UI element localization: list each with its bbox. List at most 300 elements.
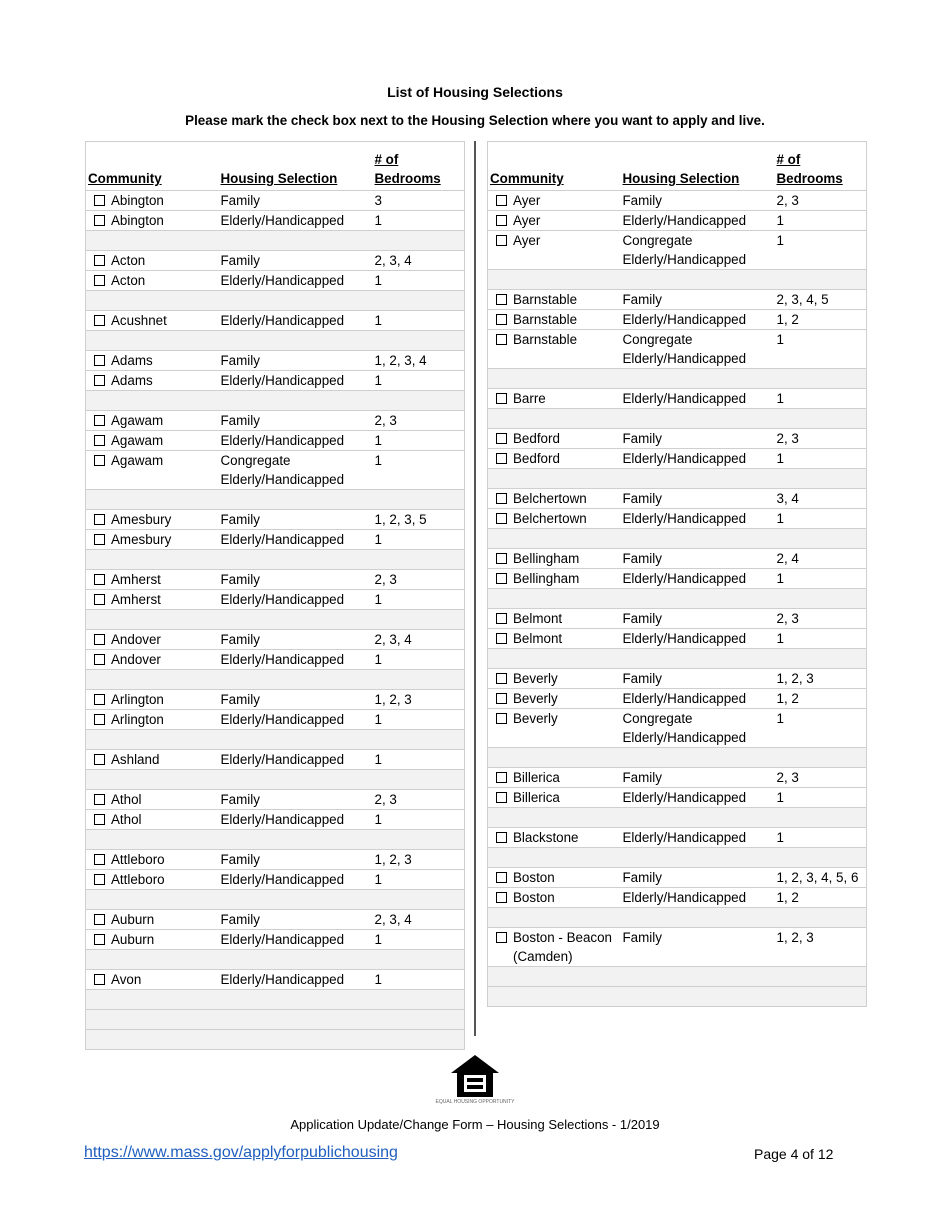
bedrooms-cell: 2, 3 bbox=[775, 429, 867, 449]
housing-selection-cell: Elderly/Handicapped bbox=[219, 431, 373, 451]
spacer-row bbox=[488, 649, 867, 669]
spacer-row bbox=[86, 730, 465, 750]
bedrooms-cell: 2, 3 bbox=[373, 411, 465, 431]
housing-selection-cell: Family bbox=[219, 510, 373, 530]
bedrooms-cell: 2, 3 bbox=[775, 609, 867, 629]
community-name: Blackstone bbox=[513, 830, 579, 845]
community-cell bbox=[86, 690, 219, 710]
spacer-cell bbox=[86, 231, 219, 251]
spacer-cell bbox=[488, 270, 621, 290]
selection-checkbox[interactable] bbox=[496, 393, 507, 404]
community-cell bbox=[488, 191, 621, 211]
community-cell bbox=[488, 509, 621, 529]
housing-selection-cell: Family bbox=[219, 690, 373, 710]
community-name: Bellingham bbox=[513, 571, 580, 586]
table-row bbox=[86, 570, 465, 590]
housing-selection-cell: Elderly/Handicapped bbox=[621, 509, 775, 529]
community-name: Adams bbox=[111, 353, 153, 368]
table-row bbox=[488, 290, 867, 310]
spacer-cell bbox=[219, 670, 373, 690]
spacer-row bbox=[86, 490, 465, 510]
spacer-cell bbox=[219, 1010, 373, 1030]
community-cell bbox=[488, 211, 621, 231]
table-row bbox=[86, 810, 465, 830]
spacer-row bbox=[86, 830, 465, 850]
spacer-cell bbox=[621, 469, 775, 489]
table-row bbox=[86, 530, 465, 550]
svg-text:EQUAL HOUSING OPPORTUNITY: EQUAL HOUSING OPPORTUNITY bbox=[435, 1099, 515, 1105]
selection-checkbox[interactable] bbox=[94, 574, 105, 585]
spacer-row bbox=[86, 1010, 465, 1030]
table-row bbox=[86, 510, 465, 530]
housing-selection-cell: Elderly/Handicapped bbox=[219, 710, 373, 730]
housing-selection-cell: Family bbox=[219, 191, 373, 211]
spacer-row bbox=[86, 610, 465, 630]
selection-checkbox[interactable] bbox=[94, 534, 105, 545]
community-cell bbox=[488, 828, 621, 848]
selection-checkbox[interactable] bbox=[496, 633, 507, 644]
bedrooms-cell: 1 bbox=[775, 449, 867, 469]
table-row bbox=[488, 389, 867, 409]
community-cell bbox=[488, 429, 621, 449]
bedrooms-cell: 1, 2, 3 bbox=[775, 669, 867, 689]
housing-selection-cell: Elderly/Handicapped bbox=[621, 689, 775, 709]
spacer-cell bbox=[219, 291, 373, 311]
community-name: Amesbury bbox=[111, 512, 172, 527]
spacer-row bbox=[488, 808, 867, 828]
community-name: Bedford bbox=[513, 451, 560, 466]
selection-checkbox[interactable] bbox=[94, 794, 105, 805]
community-cell bbox=[488, 231, 621, 270]
selection-checkbox[interactable] bbox=[94, 814, 105, 825]
housing-selection-cell: Elderly/Handicapped bbox=[219, 311, 373, 331]
community-cell bbox=[488, 868, 621, 888]
community-cell bbox=[86, 271, 219, 291]
community-cell bbox=[86, 810, 219, 830]
community-cell bbox=[488, 290, 621, 310]
table-row bbox=[488, 609, 867, 629]
community-cell bbox=[86, 790, 219, 810]
housing-selection-cell: Family bbox=[621, 191, 775, 211]
community-name: Avon bbox=[111, 972, 142, 987]
selection-checkbox[interactable] bbox=[496, 513, 507, 524]
table-row bbox=[488, 191, 867, 211]
community-name: Belchertown bbox=[513, 491, 587, 506]
spacer-cell bbox=[775, 469, 867, 489]
spacer-cell bbox=[488, 987, 621, 1007]
bedrooms-cell: 1 bbox=[775, 788, 867, 808]
table-row bbox=[86, 371, 465, 391]
spacer-cell bbox=[775, 908, 867, 928]
column-header-community: Community bbox=[86, 142, 219, 191]
community-cell bbox=[86, 970, 219, 990]
selection-checkbox[interactable] bbox=[496, 453, 507, 464]
bedrooms-cell: 1 bbox=[775, 389, 867, 409]
selection-checkbox[interactable] bbox=[94, 974, 105, 985]
spacer-cell bbox=[219, 890, 373, 910]
spacer-cell bbox=[488, 748, 621, 768]
table-row bbox=[488, 549, 867, 569]
spacer-cell bbox=[621, 987, 775, 1007]
table-row bbox=[488, 629, 867, 649]
bedrooms-cell: 1 bbox=[775, 231, 867, 270]
spacer-cell bbox=[373, 610, 465, 630]
table-row bbox=[488, 669, 867, 689]
bedrooms-cell: 1 bbox=[373, 590, 465, 610]
selection-checkbox[interactable] bbox=[94, 634, 105, 645]
housing-selection-cell: Family bbox=[219, 570, 373, 590]
selection-checkbox[interactable] bbox=[94, 315, 105, 326]
community-cell bbox=[86, 211, 219, 231]
spacer-cell bbox=[86, 890, 219, 910]
community-name: Amherst bbox=[111, 572, 161, 587]
spacer-cell bbox=[373, 231, 465, 251]
selection-checkbox[interactable] bbox=[496, 334, 507, 345]
spacer-row bbox=[488, 409, 867, 429]
housing-selection-cell: Elderly/Handicapped bbox=[621, 211, 775, 231]
selection-checkbox[interactable] bbox=[94, 654, 105, 665]
housing-selection-cell: Family bbox=[621, 928, 775, 967]
spacer-row bbox=[86, 550, 465, 570]
selection-checkbox[interactable] bbox=[94, 754, 105, 765]
spacer-row bbox=[86, 770, 465, 790]
bedrooms-cell: 1, 2 bbox=[775, 310, 867, 330]
spacer-cell bbox=[219, 391, 373, 411]
page-title: List of Housing Selections bbox=[387, 84, 563, 100]
community-cell bbox=[86, 570, 219, 590]
housing-selection-cell: Family bbox=[621, 290, 775, 310]
spacer-row bbox=[86, 291, 465, 311]
table-row bbox=[86, 431, 465, 451]
bedrooms-cell: 1, 2, 3, 4 bbox=[373, 351, 465, 371]
selection-checkbox[interactable] bbox=[94, 874, 105, 885]
community-name: Barre bbox=[513, 391, 546, 406]
bedrooms-cell: 1 bbox=[775, 509, 867, 529]
spacer-cell bbox=[219, 830, 373, 850]
bedrooms-cell: 1 bbox=[373, 211, 465, 231]
community-name: Ayer bbox=[513, 193, 541, 208]
selection-checkbox[interactable] bbox=[496, 892, 507, 903]
community-cell bbox=[86, 251, 219, 271]
spacer-cell bbox=[219, 490, 373, 510]
spacer-cell bbox=[621, 908, 775, 928]
bedrooms-cell: 1 bbox=[373, 451, 465, 490]
community-cell bbox=[488, 489, 621, 509]
selection-checkbox[interactable] bbox=[94, 514, 105, 525]
spacer-row bbox=[86, 890, 465, 910]
spacer-cell bbox=[373, 890, 465, 910]
spacer-row bbox=[86, 990, 465, 1010]
community-name: Ayer bbox=[513, 233, 541, 248]
community-cell bbox=[488, 788, 621, 808]
housing-selection-cell: Family bbox=[219, 790, 373, 810]
community-name: Athol bbox=[111, 812, 142, 827]
spacer-cell bbox=[219, 331, 373, 351]
selection-checkbox[interactable] bbox=[94, 694, 105, 705]
community-name: Bellingham bbox=[513, 551, 580, 566]
community-name: Amherst bbox=[111, 592, 161, 607]
bedrooms-cell: 1 bbox=[775, 569, 867, 589]
selection-checkbox[interactable] bbox=[496, 195, 507, 206]
bedrooms-cell: 3, 4 bbox=[775, 489, 867, 509]
spacer-cell bbox=[488, 529, 621, 549]
bedrooms-cell: 1 bbox=[373, 870, 465, 890]
selection-checkbox[interactable] bbox=[496, 693, 507, 704]
column-header-bedrooms: # of Bedrooms bbox=[373, 142, 465, 191]
column-divider bbox=[474, 141, 476, 1036]
housing-selection-cell: Elderly/Handicapped bbox=[219, 650, 373, 670]
table-row bbox=[488, 310, 867, 330]
selection-checkbox[interactable] bbox=[496, 872, 507, 883]
bedrooms-cell: 1 bbox=[373, 530, 465, 550]
selection-checkbox[interactable] bbox=[496, 613, 507, 624]
housing-selection-cell: Family bbox=[621, 429, 775, 449]
spacer-cell bbox=[219, 730, 373, 750]
community-cell bbox=[86, 371, 219, 391]
table-row bbox=[86, 710, 465, 730]
housing-selection-cell: Elderly/Handicapped bbox=[219, 750, 373, 770]
table-row bbox=[488, 569, 867, 589]
bedrooms-cell: 2, 3, 4, 5 bbox=[775, 290, 867, 310]
community-name: Agawam bbox=[111, 453, 164, 468]
spacer-cell bbox=[373, 550, 465, 570]
column-header-housing-selection: Housing Selection bbox=[621, 142, 775, 191]
housing-selection-cell: Congregate Elderly/Handicapped bbox=[219, 451, 373, 490]
community-cell bbox=[488, 928, 621, 967]
community-cell bbox=[86, 411, 219, 431]
table-row bbox=[86, 930, 465, 950]
community-cell bbox=[488, 689, 621, 709]
community-name: Auburn bbox=[111, 932, 155, 947]
community-cell bbox=[488, 310, 621, 330]
community-cell bbox=[488, 389, 621, 409]
table-row bbox=[86, 211, 465, 231]
table-row bbox=[488, 689, 867, 709]
spacer-cell bbox=[86, 490, 219, 510]
community-name: Beverly bbox=[513, 671, 558, 686]
selection-checkbox[interactable] bbox=[94, 255, 105, 266]
spacer-cell bbox=[86, 1030, 219, 1050]
selection-checkbox[interactable] bbox=[496, 832, 507, 843]
selection-checkbox[interactable] bbox=[496, 713, 507, 724]
community-cell bbox=[86, 191, 219, 211]
spacer-cell bbox=[373, 730, 465, 750]
selection-checkbox[interactable] bbox=[496, 294, 507, 305]
spacer-row bbox=[86, 1030, 465, 1050]
community-cell bbox=[86, 750, 219, 770]
spacer-row bbox=[488, 369, 867, 389]
housing-selection-cell: Elderly/Handicapped bbox=[621, 828, 775, 848]
spacer-cell bbox=[775, 529, 867, 549]
selection-checkbox[interactable] bbox=[94, 435, 105, 446]
table-row bbox=[488, 788, 867, 808]
spacer-cell bbox=[775, 748, 867, 768]
community-name: Billerica bbox=[513, 770, 560, 785]
spacer-row bbox=[488, 589, 867, 609]
table-row bbox=[86, 590, 465, 610]
selection-checkbox[interactable] bbox=[94, 854, 105, 865]
community-name: Ayer bbox=[513, 213, 541, 228]
community-name: Arlington bbox=[111, 692, 164, 707]
selection-checkbox[interactable] bbox=[94, 594, 105, 605]
bedrooms-cell: 1 bbox=[373, 710, 465, 730]
community-name: Amesbury bbox=[111, 532, 172, 547]
spacer-cell bbox=[86, 391, 219, 411]
footer-link[interactable]: https://www.mass.gov/applyforpublichousing bbox=[84, 1144, 398, 1161]
spacer-cell bbox=[373, 291, 465, 311]
bedrooms-cell: 1 bbox=[373, 930, 465, 950]
spacer-row bbox=[86, 670, 465, 690]
table-row bbox=[488, 888, 867, 908]
selection-checkbox[interactable] bbox=[496, 673, 507, 684]
table-row bbox=[86, 910, 465, 930]
selection-checkbox[interactable] bbox=[94, 215, 105, 226]
selection-checkbox[interactable] bbox=[496, 314, 507, 325]
community-cell bbox=[488, 449, 621, 469]
selection-checkbox[interactable] bbox=[496, 573, 507, 584]
bedrooms-cell: 1 bbox=[775, 828, 867, 848]
spacer-cell bbox=[775, 808, 867, 828]
table-row bbox=[86, 311, 465, 331]
bedrooms-cell: 2, 3, 4 bbox=[373, 630, 465, 650]
spacer-cell bbox=[775, 848, 867, 868]
selection-checkbox[interactable] bbox=[94, 275, 105, 286]
spacer-cell bbox=[775, 987, 867, 1007]
community-name: Barnstable bbox=[513, 332, 578, 347]
spacer-row bbox=[488, 270, 867, 290]
selection-checkbox[interactable] bbox=[94, 455, 105, 466]
bedrooms-cell: 1 bbox=[373, 311, 465, 331]
selection-checkbox[interactable] bbox=[94, 914, 105, 925]
bedrooms-cell: 1 bbox=[775, 629, 867, 649]
bedrooms-cell: 1 bbox=[775, 330, 867, 369]
housing-selection-cell: Elderly/Handicapped bbox=[621, 888, 775, 908]
bedrooms-cell: 1 bbox=[373, 970, 465, 990]
housing-selection-cell: Family bbox=[219, 351, 373, 371]
housing-selection-cell: Family bbox=[621, 669, 775, 689]
selection-checkbox[interactable] bbox=[496, 553, 507, 564]
table-row bbox=[86, 790, 465, 810]
spacer-cell bbox=[373, 990, 465, 1010]
spacer-cell bbox=[373, 490, 465, 510]
housing-table-left bbox=[85, 141, 465, 1050]
bedrooms-cell: 2, 4 bbox=[775, 549, 867, 569]
spacer-cell bbox=[488, 649, 621, 669]
spacer-cell bbox=[219, 610, 373, 630]
column-header-bedrooms: # of Bedrooms bbox=[775, 142, 867, 191]
community-cell bbox=[86, 351, 219, 371]
spacer-cell bbox=[86, 291, 219, 311]
housing-selection-cell: Elderly/Handicapped bbox=[219, 590, 373, 610]
spacer-cell bbox=[775, 967, 867, 987]
community-cell bbox=[86, 630, 219, 650]
community-cell bbox=[86, 311, 219, 331]
community-cell bbox=[86, 650, 219, 670]
bedrooms-cell: 2, 3 bbox=[373, 570, 465, 590]
housing-selection-cell: Elderly/Handicapped bbox=[219, 211, 373, 231]
column-header-housing-selection: Housing Selection bbox=[219, 142, 373, 191]
column-header-community: Community bbox=[488, 142, 621, 191]
table-row bbox=[488, 449, 867, 469]
spacer-cell bbox=[775, 270, 867, 290]
spacer-cell bbox=[488, 967, 621, 987]
community-cell bbox=[86, 530, 219, 550]
selection-checkbox[interactable] bbox=[496, 493, 507, 504]
spacer-cell bbox=[219, 950, 373, 970]
spacer-cell bbox=[488, 409, 621, 429]
spacer-cell bbox=[621, 808, 775, 828]
spacer-row bbox=[488, 908, 867, 928]
selection-checkbox[interactable] bbox=[94, 934, 105, 945]
bedrooms-cell: 2, 3, 4 bbox=[373, 251, 465, 271]
housing-selection-cell: Elderly/Handicapped bbox=[621, 310, 775, 330]
spacer-cell bbox=[621, 529, 775, 549]
selection-checkbox[interactable] bbox=[496, 932, 507, 943]
housing-selection-cell: Family bbox=[219, 251, 373, 271]
selection-checkbox[interactable] bbox=[94, 195, 105, 206]
spacer-cell bbox=[775, 649, 867, 669]
housing-selection-cell: Family bbox=[621, 609, 775, 629]
bedrooms-cell: 1 bbox=[373, 271, 465, 291]
spacer-cell bbox=[86, 331, 219, 351]
selection-checkbox[interactable] bbox=[496, 772, 507, 783]
table-row bbox=[86, 690, 465, 710]
selection-checkbox[interactable] bbox=[94, 375, 105, 386]
selection-checkbox[interactable] bbox=[94, 714, 105, 725]
housing-selection-cell: Elderly/Handicapped bbox=[621, 449, 775, 469]
spacer-cell bbox=[621, 748, 775, 768]
selection-checkbox[interactable] bbox=[496, 433, 507, 444]
housing-selection-cell: Elderly/Handicapped bbox=[219, 530, 373, 550]
selection-checkbox[interactable] bbox=[496, 235, 507, 246]
selection-checkbox[interactable] bbox=[496, 215, 507, 226]
community-cell bbox=[488, 330, 621, 369]
spacer-cell bbox=[86, 610, 219, 630]
spacer-cell bbox=[373, 670, 465, 690]
selection-checkbox[interactable] bbox=[496, 792, 507, 803]
bedrooms-cell: 1, 2, 3 bbox=[775, 928, 867, 967]
bedrooms-cell: 1, 2, 3 bbox=[373, 850, 465, 870]
bedrooms-cell: 2, 3, 4 bbox=[373, 910, 465, 930]
community-cell bbox=[488, 709, 621, 748]
community-name: Beverly bbox=[513, 711, 558, 726]
community-name: Boston bbox=[513, 870, 555, 885]
community-name: Attleboro bbox=[111, 872, 165, 887]
spacer-cell bbox=[373, 830, 465, 850]
table-row bbox=[86, 451, 465, 490]
community-name: Belmont bbox=[513, 611, 563, 626]
housing-selection-cell: Elderly/Handicapped bbox=[621, 788, 775, 808]
spacer-cell bbox=[621, 369, 775, 389]
community-name: Agawam bbox=[111, 433, 164, 448]
community-name: Beverly bbox=[513, 691, 558, 706]
community-cell bbox=[488, 569, 621, 589]
housing-selection-cell: Elderly/Handicapped bbox=[621, 389, 775, 409]
community-name: Belchertown bbox=[513, 511, 587, 526]
bedrooms-cell: 2, 3 bbox=[775, 768, 867, 788]
selection-checkbox[interactable] bbox=[94, 355, 105, 366]
community-cell bbox=[86, 870, 219, 890]
table-row bbox=[488, 828, 867, 848]
community-cell bbox=[488, 768, 621, 788]
community-cell bbox=[86, 590, 219, 610]
community-name: Acton bbox=[111, 273, 146, 288]
community-name: Barnstable bbox=[513, 312, 578, 327]
spacer-row bbox=[86, 391, 465, 411]
bedrooms-cell: 3 bbox=[373, 191, 465, 211]
bedrooms-cell: 1, 2, 3 bbox=[373, 690, 465, 710]
selection-checkbox[interactable] bbox=[94, 415, 105, 426]
